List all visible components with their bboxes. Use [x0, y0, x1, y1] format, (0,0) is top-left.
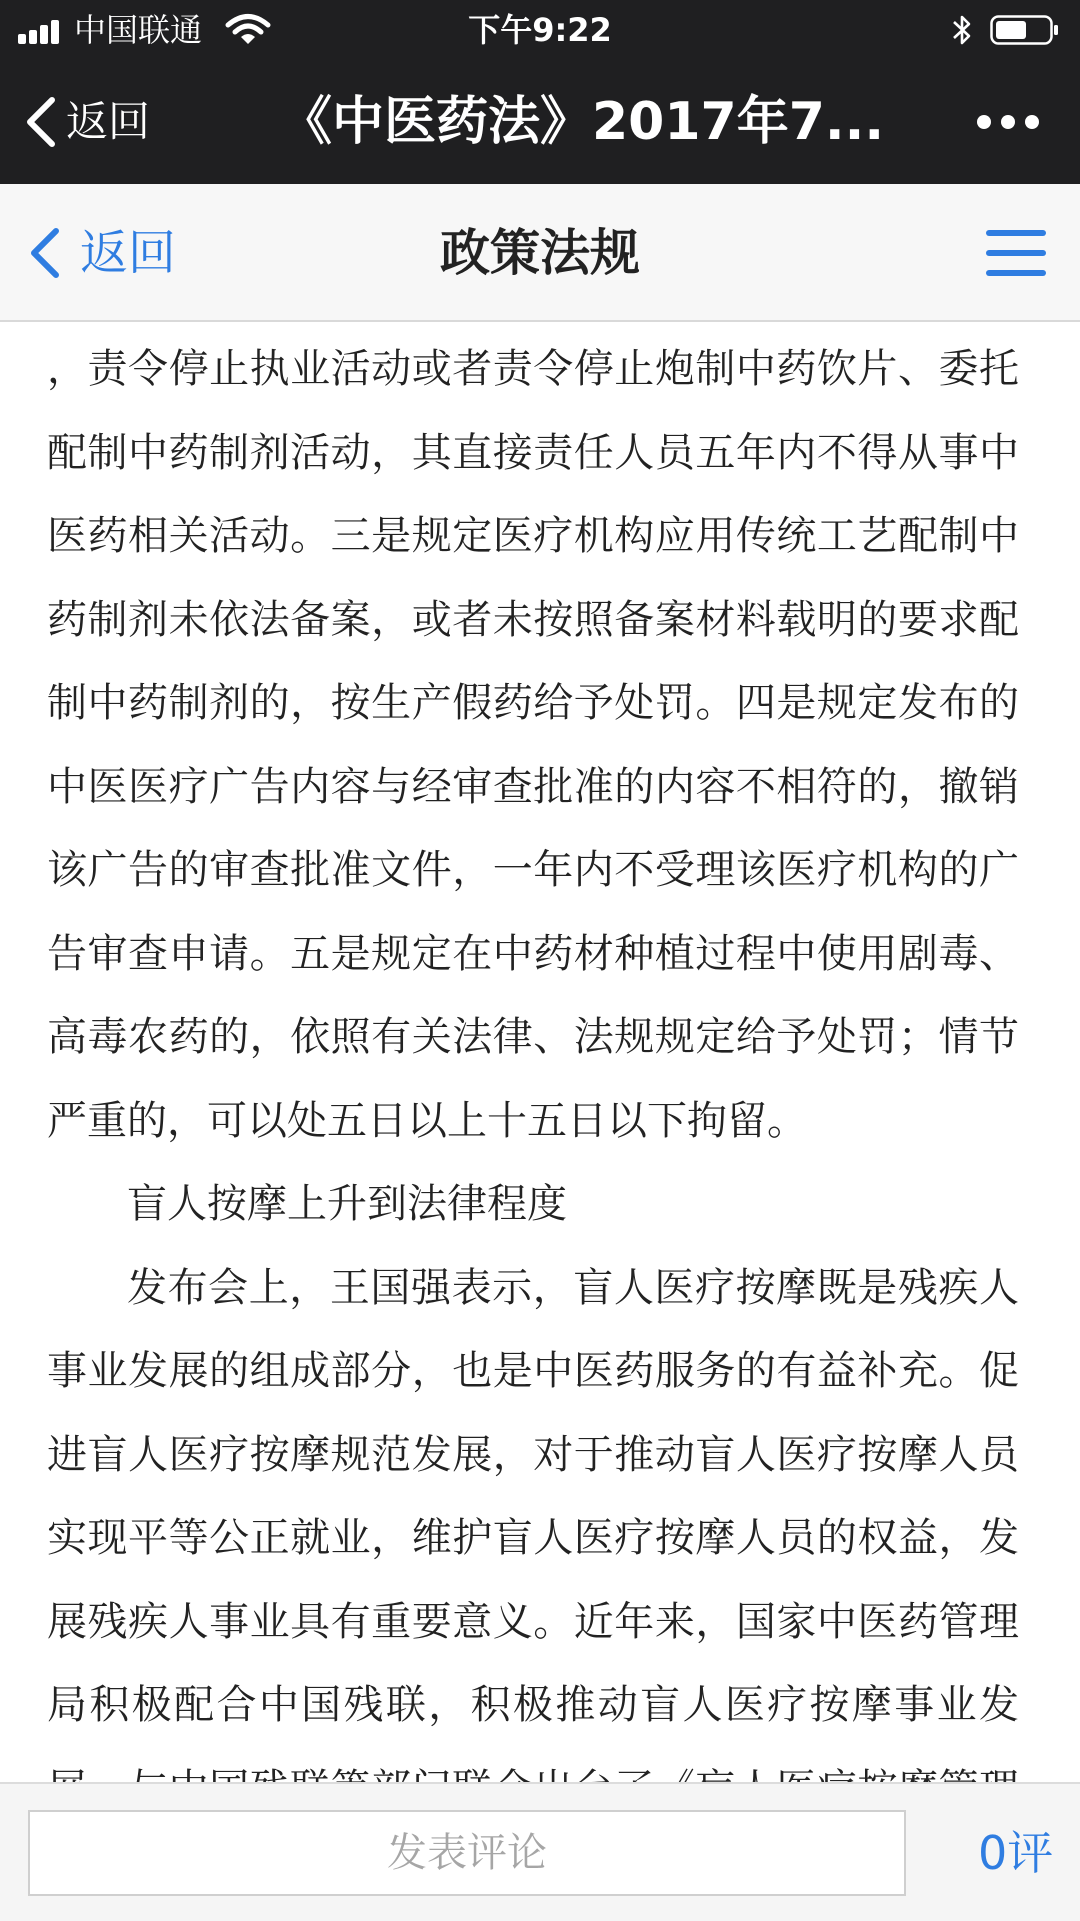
battery-icon: [990, 14, 1060, 46]
page-back-label: 返回: [80, 225, 177, 281]
status-time: 下午9:22: [468, 11, 612, 49]
wechat-page-title: 《中医药法》2017年7...: [280, 92, 885, 152]
page-title: 政策法规: [440, 224, 640, 282]
menu-icon[interactable]: [986, 228, 1046, 278]
bluetooth-icon: [950, 12, 974, 48]
article-text: [47, 328, 1019, 1915]
article-body: [0, 322, 1080, 1782]
article-paragraph: ，责令停止执业活动或者责令停止炮制中药饮片、委托配制中药制剂活动，其直接责任人员五年内不得从事中医药相关活动。三是规定医疗机构应用传统工艺配制中药制剂未依法备案，或者未按照备案材料载明的要求配制中药制剂的，按生产假药给予处罚。四是规定发布的中医医疗广告内容与经审查批准的内容不相符的，撤销该广告的审查批准文件，一年内不受理该医疗机构的广告审查申请。五是规定在中药材种植过程中使用剧毒、高毒农药的，依照有关法律、法规规定给予处罚；情节严重的，可以处五日以上十五日以下拘留。: [47, 346, 1019, 1144]
back-chevron-icon: [22, 94, 60, 150]
comment-count-button[interactable]: 0评: [978, 1826, 1054, 1880]
more-dots-icon[interactable]: [976, 108, 1040, 136]
carrier-name: 中国联通: [74, 11, 203, 49]
wechat-back-label: 返回: [66, 97, 151, 146]
wechat-back-button[interactable]: [22, 90, 150, 154]
article-paragraph: 发布会上，王国强表示，盲人医疗按摩既是残疾人事业发展的组成部分，也是中医药服务的有益补充。促进盲人医疗按摩规范发展，对于推动盲人医疗按摩人员实现平等公正就业，维护盲人医疗按摩人员的权益，发展残疾人事业具有重要意义。近年来，国家中医药管理局积极配合中国残联，积极推动盲人医疗按摩事业发: [47, 1264, 1019, 1728]
page-header: [0, 184, 1080, 322]
wechat-nav-bar: [0, 60, 1080, 184]
comment-input[interactable]: 发表评论: [28, 1810, 906, 1896]
app-top-bar: [0, 0, 1080, 184]
comment-bar: [0, 1782, 1080, 1921]
article-subheading: 盲人按摩上升到法律程度: [127, 1181, 567, 1227]
status-bar: [0, 0, 1080, 60]
